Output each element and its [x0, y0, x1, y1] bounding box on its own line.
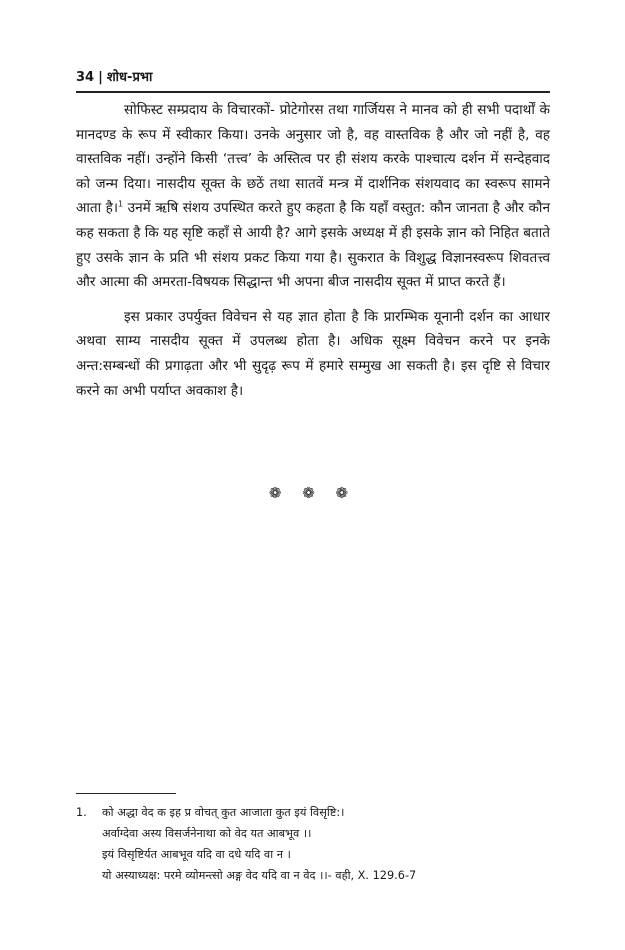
paragraph-1	[76, 98, 550, 295]
footnote-line-4: यो अस्याध्यक्ष: परमे व्योमन्त्सो अङ्ग वेद यदि वा न वेद ।।- वही, X. 129.6-7	[102, 869, 417, 882]
footnote	[76, 802, 550, 886]
footnote-line-3: इयं विसृष्टिर्यत आबभूव यदि वा दधे यदि वा न ।	[102, 848, 291, 861]
header-rule	[76, 91, 550, 93]
running-header	[76, 70, 550, 90]
footnote-reference[interactable]: 1	[118, 199, 124, 209]
paragraph-1-text: सोफिस्ट सम्प्रदाय के विचारकों- प्रोटेगोरस तथा गार्जियस ने मानव को ही सभी पदार्थों के मानदण्ड के रूप में स्वीकार किया। उनके अनुसार जो है, वह वास्तविक है और जो नहीं है, वह वास्तविक नहीं। उन्होंने किसी ‘तत्त्व’ के अस्तित्व पर ही संशय करके पाश्चात्य दर्शन में सन्देहवाद को जन्म दिया। नासदीय सूक्त के छठें तथा सातवें मन्त्र में दार्शनिक संशयवाद का स्वरूप सामने आता है।	[76, 102, 550, 217]
journal-title: शोध-प्रभा	[106, 70, 153, 85]
main-text	[76, 98, 550, 413]
paragraph-1-continuation: उनमें ऋषि संशय उपस्थित करते हुए कहता है कि यहाँ वस्तुत: कौन जानता है और कौन कह सकता है कि यह सृष्टि कहाँ से आयी है? आगे इसके अध्यक्ष में ही इसके ज्ञान को निहित बताते हुए उसके ज्ञान के प्रति भी संशय प्रकट किया गया है। सुकरात के विशुद्ध विज्ञानस्वरूप शिवतत्त्व और आत्मा की अमरता-विषयक सिद्धान्त भी अपना बीज नासदीय सूक्त में प्राप्त करते हैं।	[76, 200, 550, 291]
page-number: 34	[76, 70, 95, 85]
footnote-number: 1.	[76, 806, 87, 819]
footnote-rule	[76, 793, 176, 794]
paragraph-2: इस प्रकार उपर्युक्त विवेचन से यह ज्ञात होता है कि प्रारम्भिक यूनानी दर्शन का आधार अथवा साम्य नासदीय सूक्त में उपलब्ध होता है। अधिक सूक्ष्म विवेचन करने पर इनके अन्त:सम्बन्धों की प्रगाढ़ता और भी सुदृढ़ रूप में हमारे सम्मुख आ सकती है। इस दृष्टि से विचार करने का अभी पर्याप्त अवकाश है।	[76, 308, 550, 399]
header-separator: |	[98, 70, 103, 85]
footnote-verse	[102, 802, 550, 886]
footnote-line-1: को अद्धा वेद क इह प्र वोचत् कुत आजाता कुत इयं विसृष्टि:।	[102, 806, 345, 819]
footnote-line-2: अर्वाग्देवा अस्य विसर्जनेनाथा को वेद यत आबभूव ।।	[102, 827, 312, 840]
section-ornament: ❁ ❁ ❁	[268, 484, 357, 502]
